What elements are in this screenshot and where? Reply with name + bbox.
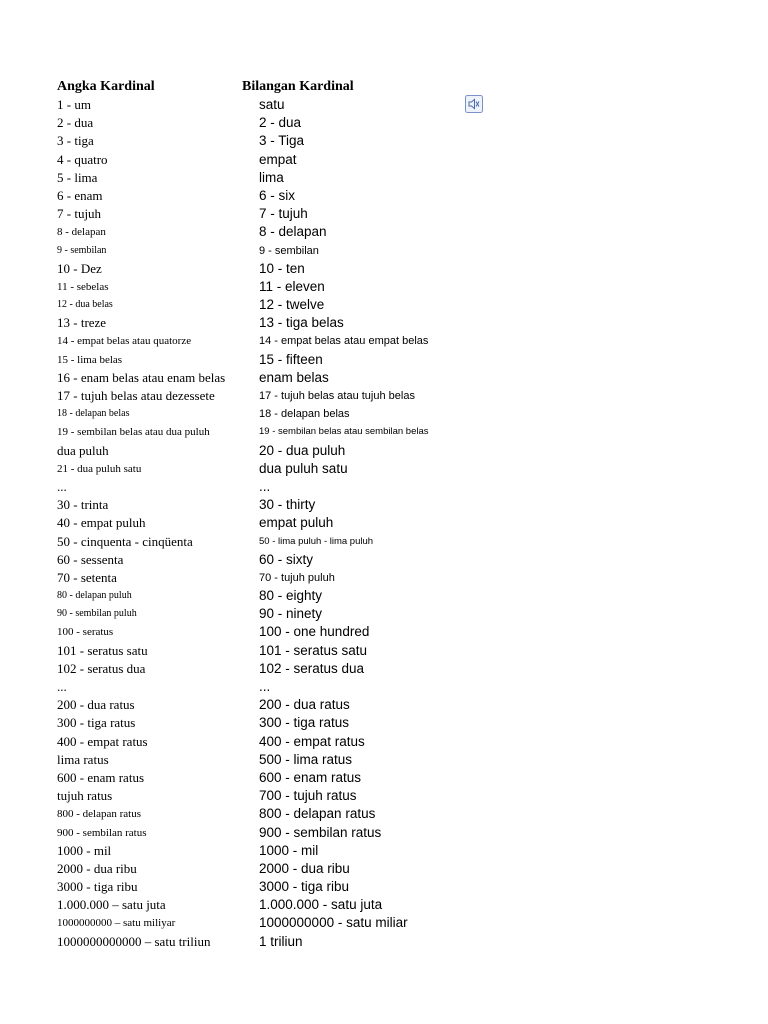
angka-row: tujuh ratus xyxy=(57,788,113,804)
bilangan-row: 500 - lima ratus xyxy=(259,751,353,767)
bilangan-row: 18 - delapan belas xyxy=(259,408,350,421)
angka-row: 4 - quatro xyxy=(57,151,108,167)
bilangan-row: 700 - tujuh ratus xyxy=(259,788,357,804)
bilangan-row: 80 - eighty xyxy=(259,588,323,604)
angka-row: 40 - empat puluh xyxy=(57,515,146,531)
bilangan-row: 1 triliun xyxy=(259,933,303,949)
bilangan-row: 30 - thirty xyxy=(259,497,316,513)
bilangan-row: 10 - ten xyxy=(259,260,305,276)
bilangan-row: 90 - ninety xyxy=(259,606,323,622)
angka-row: 9 - sembilan xyxy=(57,244,107,256)
bilangan-row: empat xyxy=(259,151,297,167)
angka-row: 70 - setenta xyxy=(57,569,117,585)
bilangan-row: 14 - empat belas atau empat belas xyxy=(259,335,429,348)
angka-row: 14 - empat belas atau quatorze xyxy=(57,335,192,348)
angka-row: 3000 - tiga ribu xyxy=(57,879,138,895)
angka-row: 1 - um xyxy=(57,97,91,112)
angka-row: 21 - dua puluh satu xyxy=(57,462,142,475)
bilangan-row: 800 - delapan ratus xyxy=(259,806,376,822)
angka-row: 7 - tujuh xyxy=(57,206,102,222)
bilangan-row: 9 - sembilan xyxy=(259,244,319,257)
bilangan-row: 12 - twelve xyxy=(259,297,325,313)
angka-row: 800 - delapan ratus xyxy=(57,808,141,821)
bilangan-row: 2000 - dua ribu xyxy=(259,860,350,876)
bilangan-row: 3000 - tiga ribu xyxy=(259,879,350,895)
angka-row: 1000 - mil xyxy=(57,842,112,858)
angka-row: 900 - sembilan ratus xyxy=(57,826,147,839)
bilangan-row: 1000 - mil xyxy=(259,842,319,858)
angka-row: ... xyxy=(57,478,67,494)
angka-row: 13 - treze xyxy=(57,315,107,331)
bilangan-row: 3 - Tiga xyxy=(259,133,305,149)
bilangan-row: enam belas xyxy=(259,369,329,385)
angka-row: 50 - cinquenta - cinqüenta xyxy=(57,533,193,549)
bilangan-row: 102 - seratus dua xyxy=(259,660,365,676)
bilangan-row: 13 - tiga belas xyxy=(259,315,344,331)
bilangan-row: satu xyxy=(259,97,285,112)
bilangan-row: 100 - one hundred xyxy=(259,624,370,640)
bilangan-row: 70 - tujuh puluh xyxy=(259,571,335,584)
bilangan-row: ... xyxy=(259,679,271,694)
angka-row: 17 - tujuh belas atau dezessete xyxy=(57,388,215,403)
bilangan-row: 400 - empat ratus xyxy=(259,733,365,749)
angka-row: 200 - dua ratus xyxy=(57,697,135,713)
angka-row: 1000000000000 – satu triliun xyxy=(57,933,211,949)
bilangan-row: 60 - sixty xyxy=(259,551,314,567)
bilangan-row: 2 - dua xyxy=(259,115,302,131)
angka-row: 18 - delapan belas xyxy=(57,408,130,420)
angka-row: 8 - delapan xyxy=(57,226,106,239)
bilangan-row: ... xyxy=(259,478,271,494)
angka-row: 10 - Dez xyxy=(57,260,102,276)
bilangan-row: 7 - tujuh xyxy=(259,206,308,222)
angka-row: 6 - enam xyxy=(57,187,103,203)
header-angka-kardinal: Angka Kardinal xyxy=(57,79,155,94)
bilangan-row: 200 - dua ratus xyxy=(259,697,350,713)
angka-row: 60 - sessenta xyxy=(57,551,124,567)
angka-row: 30 - trinta xyxy=(57,497,109,513)
angka-row: 2000 - dua ribu xyxy=(57,860,137,876)
angka-row: 1000000000 – satu miliyar xyxy=(57,917,176,930)
bilangan-row: 15 - fifteen xyxy=(259,351,323,367)
angka-row: 3 - tiga xyxy=(57,133,94,149)
bilangan-row: 900 - sembilan ratus xyxy=(259,824,382,840)
bilangan-row: 17 - tujuh belas atau tujuh belas xyxy=(259,390,415,402)
angka-row: 101 - seratus satu xyxy=(57,642,148,658)
angka-row: 19 - sembilan belas atau dua puluh xyxy=(57,426,210,439)
angka-row: dua puluh xyxy=(57,442,109,458)
bilangan-row: empat puluh xyxy=(259,515,334,531)
bilangan-row: 8 - delapan xyxy=(259,224,327,240)
angka-row: 90 - sembilan puluh xyxy=(57,608,137,620)
angka-row: 15 - lima belas xyxy=(57,353,123,366)
angka-row: 5 - lima xyxy=(57,169,98,185)
bilangan-row: 1000000000 - satu miliar xyxy=(259,915,408,931)
bilangan-row: 300 - tiga ratus xyxy=(259,715,350,731)
angka-row: 400 - empat ratus xyxy=(57,733,148,749)
bilangan-row: 19 - sembilan belas atau sembilan belas xyxy=(259,426,429,438)
angka-row: 100 - seratus xyxy=(57,626,114,639)
cardinal-numbers-column xyxy=(259,96,539,951)
angka-row: 102 - seratus dua xyxy=(57,660,146,676)
angka-row: 600 - enam ratus xyxy=(57,769,145,785)
bilangan-row: 50 - lima puluh - lima puluh xyxy=(259,535,374,547)
angka-row: 2 - dua xyxy=(57,115,94,131)
bilangan-row: 6 - six xyxy=(259,187,296,203)
bilangan-row: dua puluh satu xyxy=(259,460,348,476)
header-bilangan-kardinal: Bilangan Kardinal xyxy=(242,79,354,94)
angka-row: 1.000.000 – satu juta xyxy=(57,897,166,913)
bilangan-row: 101 - seratus satu xyxy=(259,642,368,658)
bilangan-row: 600 - enam ratus xyxy=(259,769,362,785)
angka-row: 11 - sebelas xyxy=(57,280,109,293)
angka-row: 80 - delapan puluh xyxy=(57,590,132,602)
angka-row: 300 - tiga ratus xyxy=(57,715,136,731)
bilangan-row: 11 - eleven xyxy=(259,278,325,294)
bilangan-row: lima xyxy=(259,169,284,185)
cardinal-numerals-column xyxy=(57,96,247,951)
angka-row: 12 - dua belas xyxy=(57,299,113,311)
angka-row: ... xyxy=(57,679,67,694)
bilangan-row: 20 - dua puluh xyxy=(259,442,346,458)
angka-row: lima ratus xyxy=(57,751,109,767)
angka-row: 16 - enam belas atau enam belas xyxy=(57,369,226,385)
bilangan-row: 1.000.000 - satu juta xyxy=(259,897,383,913)
